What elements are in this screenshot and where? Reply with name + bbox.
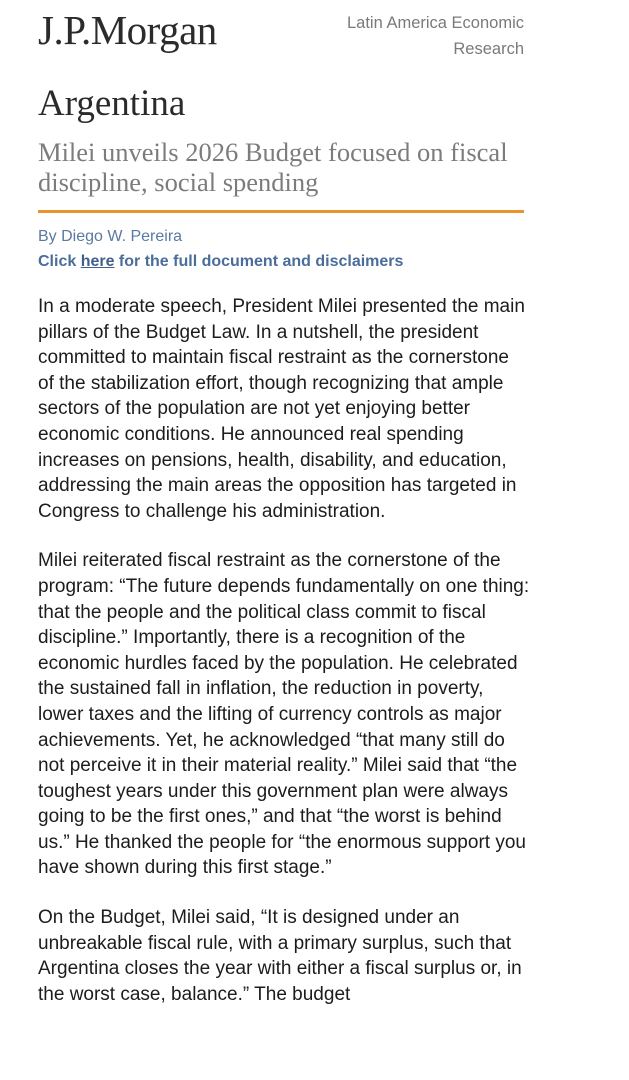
report-series-line-1: Latin America Economic bbox=[347, 14, 524, 32]
report-header bbox=[38, 6, 524, 66]
body-paragraph: On the Budget, Milei said, “It is designed under an unbreakable fiscal rule, with a primary surplus, such that Argentina closes the year with either a fiscal surplus or, in the worst case, balance.” The budget bbox=[38, 907, 522, 1005]
report-series-line-2: Research bbox=[453, 40, 524, 58]
author-byline: By Diego W. Pereira bbox=[38, 228, 183, 245]
disclaimer-line bbox=[38, 251, 403, 273]
report-headline: Milei unveils 2026 Budget focused on fiscal discipline, social spending bbox=[38, 137, 508, 197]
accent-divider bbox=[38, 210, 524, 213]
disclaimer-prefix: Click bbox=[38, 253, 81, 270]
body-paragraph: In a moderate speech, President Milei presented the main pillars of the Budget Law. In a nutshell, the president committed to maintain fiscal restraint as the cornerstone of the stabilization effort, though recognizing that ample sectors of the population are not yet enjoying better economic conditions. He announced real spending increases on pensions, health, disability, and education, addressing the main areas the opposition has targeted in Congress to challenge his administration. bbox=[38, 296, 525, 522]
report-series bbox=[294, 10, 524, 62]
jpmorgan-logo: J.P.Morgan bbox=[38, 7, 217, 53]
full-document-link[interactable]: here bbox=[80, 253, 115, 270]
article-body bbox=[38, 294, 530, 1031]
country-title: Argentina bbox=[38, 83, 186, 124]
disclaimer-suffix: for the full document and disclaimers bbox=[114, 253, 404, 270]
body-paragraph: Milei reiterated fiscal restraint as the cornerstone of the program: “The future depends fundamentally on one thing: that the people and the political class commit to fiscal discipline.” Importantly, there is a recognition of the economic hurdles faced by the population. He celebrated the sustained fall in inflation, the reduction in poverty, lower taxes and the lifting of currency controls as major achievements. Yet, he acknowledged “that many still do not perceive it in their material reality.” Milei said that “the toughest years under this government plan were always going to be the first ones,” and that “the worst is behind us.” He thanked the people for “the enormous support you have shown during this first stage.” bbox=[38, 550, 530, 879]
